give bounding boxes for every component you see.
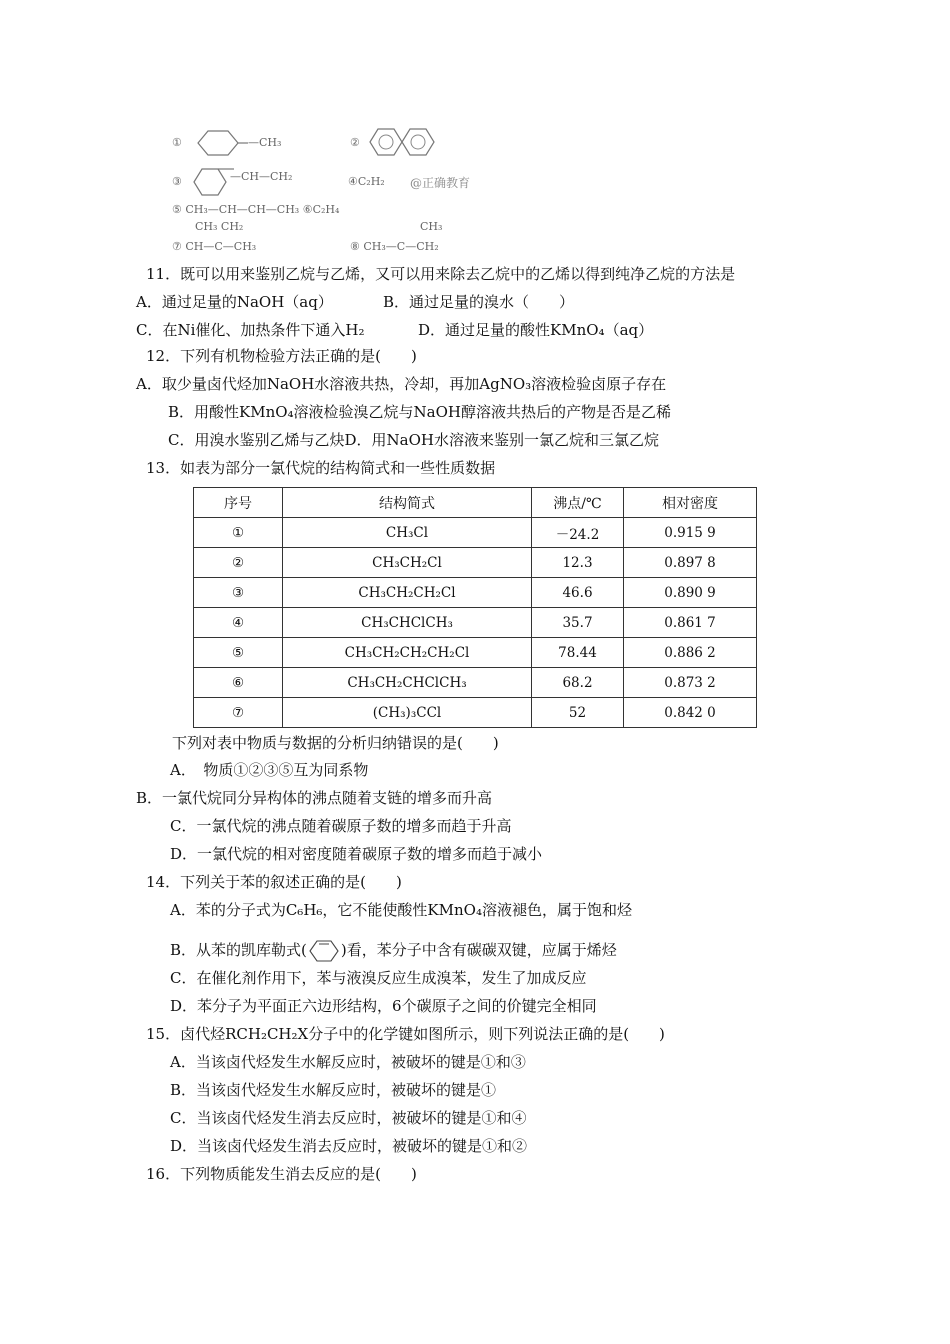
header-index: 序号 bbox=[194, 488, 283, 518]
table-row bbox=[194, 578, 757, 608]
header-structure: 结构简式 bbox=[283, 488, 532, 518]
table-row bbox=[194, 608, 757, 638]
question-16-stem: 16．下列物质能发生消去反应的是( ) bbox=[146, 1165, 417, 1183]
question-14-stem: 14．下列关于苯的叙述正确的是( ) bbox=[146, 873, 402, 891]
table-row bbox=[194, 638, 757, 668]
cell-density: 0.915 9 bbox=[624, 518, 757, 548]
table-header-row bbox=[194, 488, 757, 518]
question-15-stem: 15．卤代烃RCH₂CH₂X分子中的化学键如图所示，则下列说法正确的是( ) bbox=[146, 1025, 665, 1043]
question-11-option-c: C．在Ni催化、加热条件下通入H₂ bbox=[136, 321, 365, 339]
question-15-option-a: A．当该卤代烃发生水解反应时，被破坏的键是①和③ bbox=[170, 1053, 526, 1071]
cell-index: ⑤ bbox=[194, 638, 283, 668]
cell-density: 0.842 0 bbox=[624, 698, 757, 728]
question-13-stem: 13．如表为部分一氯代烷的结构简式和一些性质数据 bbox=[146, 459, 496, 477]
question-13-option-c: C．一氯代烷的沸点随着碳原子数的增多而趋于升高 bbox=[170, 817, 512, 835]
structure-5-6: ⑤ CH₃—CH—CH—CH₃ ⑥C₂H₄ bbox=[172, 203, 340, 216]
cell-density: 0.873 2 bbox=[624, 668, 757, 698]
cell-boiling-point: 68.2 bbox=[532, 668, 624, 698]
question-15-option-b: B．当该卤代烃发生水解反应时，被破坏的键是① bbox=[170, 1081, 497, 1099]
header-boiling-point: 沸点/℃ bbox=[532, 488, 624, 518]
cell-boiling-point: 78.44 bbox=[532, 638, 624, 668]
cell-structure: CH₃CH₂CH₂Cl bbox=[283, 578, 532, 608]
chloroalkane-table bbox=[193, 487, 757, 728]
cell-boiling-point: 52 bbox=[532, 698, 624, 728]
structure-1-methyl: —CH₃ bbox=[248, 136, 282, 149]
cell-density: 0.890 9 bbox=[624, 578, 757, 608]
structure-8-top: CH₃ bbox=[420, 220, 443, 233]
cell-structure: CH₃CH₂CHClCH₃ bbox=[283, 668, 532, 698]
question-13-option-d: D．一氯代烷的相对密度随着碳原子数的增多而趋于减小 bbox=[170, 845, 543, 863]
table-row bbox=[194, 698, 757, 728]
structure-7-top: CH₃ CH₂ bbox=[195, 220, 244, 233]
question-14-option-a: A．苯的分子式为C₆H₆，它不能使酸性KMnO₄溶液褪色，属于饱和烃 bbox=[170, 901, 632, 919]
cell-boiling-point: －24.2 bbox=[532, 518, 624, 548]
option-b-suffix: )看，苯分子中含有碳碳双键，应属于烯烃 bbox=[340, 941, 617, 959]
cell-density: 0.861 7 bbox=[624, 608, 757, 638]
cell-density: 0.897 8 bbox=[624, 548, 757, 578]
structure-7: ⑦ CH—C—CH₃ bbox=[172, 240, 257, 253]
question-15-option-c: C．当该卤代烃发生消去反应时，被破坏的键是①和④ bbox=[170, 1109, 527, 1127]
cell-boiling-point: 35.7 bbox=[532, 608, 624, 638]
structure-label-3: ③ bbox=[172, 175, 182, 188]
cell-index: ⑥ bbox=[194, 668, 283, 698]
cell-structure: (CH₃)₃CCl bbox=[283, 698, 532, 728]
question-12-option-b: B．用酸性KMnO₄溶液检验溴乙烷与NaOH醇溶液共热后的产物是否是乙稀 bbox=[168, 403, 672, 421]
option-b-prefix: B．从苯的凯库勒式( bbox=[170, 941, 307, 959]
cell-index: ⑦ bbox=[194, 698, 283, 728]
structure-3-vinyl: —CH—CH₂ bbox=[230, 170, 293, 183]
kekule-benzene-icon bbox=[307, 938, 341, 964]
styrene-ring-icon bbox=[188, 163, 236, 201]
question-13-prompt: 下列对表中物质与数据的分析归纳错误的是( ) bbox=[172, 734, 499, 752]
structure-8: ⑧ CH₃—C—CH₂ bbox=[350, 240, 439, 253]
cell-index: ② bbox=[194, 548, 283, 578]
question-14-option-d: D．苯分子为平面正六边形结构，6个碳原子之间的价键完全相同 bbox=[170, 997, 597, 1015]
cell-structure: CH₃CH₂CH₂CH₂Cl bbox=[283, 638, 532, 668]
question-11-option-a: A．通过足量的NaOH（aq） bbox=[136, 293, 333, 311]
question-14-option-c: C．在催化剂作用下，苯与液溴反应生成溴苯，发生了加成反应 bbox=[170, 969, 587, 987]
cell-structure: CH₃CH₂Cl bbox=[283, 548, 532, 578]
question-11-option-b: B．通过足量的溴水（ ） bbox=[383, 293, 575, 311]
question-12-option-cd: C．用溴水鉴别乙烯与乙炔D．用NaOH水溶液来鉴别一氯乙烷和三氯乙烷 bbox=[168, 431, 659, 449]
question-11-option-d: D．通过足量的酸性KMnO₄（aq） bbox=[418, 321, 654, 339]
cell-index: ③ bbox=[194, 578, 283, 608]
question-13-option-a: A． 物质①②③⑤互为同系物 bbox=[170, 761, 369, 779]
question-12-stem: 12．下列有机物检验方法正确的是( ) bbox=[146, 347, 417, 365]
cell-density: 0.886 2 bbox=[624, 638, 757, 668]
table-row bbox=[194, 548, 757, 578]
question-13-option-b: B．一氯代烷同分异构体的沸点随着支链的增多而升高 bbox=[136, 789, 493, 807]
header-density: 相对密度 bbox=[624, 488, 757, 518]
structure-label-2: ② bbox=[350, 136, 360, 149]
naphthalene-icon bbox=[366, 122, 438, 162]
question-12-option-a: A．取少量卤代烃加NaOH水溶液共热，冷却，再加AgNO₃溶液检验卤原子存在 bbox=[136, 375, 667, 393]
structure-label-4: ④C₂H₂ bbox=[348, 175, 385, 188]
cell-index: ① bbox=[194, 518, 283, 548]
toluene-ring-icon bbox=[190, 126, 250, 160]
question-11-stem: 11．既可以用来鉴别乙烷与乙烯，又可以用来除去乙烷中的乙烯以得到纯净乙烷的方法是 bbox=[146, 265, 736, 283]
structure-label-1: ① bbox=[172, 136, 182, 149]
cell-structure: CH₃CHClCH₃ bbox=[283, 608, 532, 638]
cell-index: ④ bbox=[194, 608, 283, 638]
cell-boiling-point: 12.3 bbox=[532, 548, 624, 578]
cell-boiling-point: 46.6 bbox=[532, 578, 624, 608]
watermark-text: @正确教育 bbox=[410, 176, 471, 190]
table-row bbox=[194, 668, 757, 698]
question-14-option-b bbox=[170, 938, 617, 964]
cell-structure: CH₃Cl bbox=[283, 518, 532, 548]
table-row bbox=[194, 518, 757, 548]
question-15-option-d: D．当该卤代烃发生消去反应时，被破坏的键是①和② bbox=[170, 1137, 528, 1155]
